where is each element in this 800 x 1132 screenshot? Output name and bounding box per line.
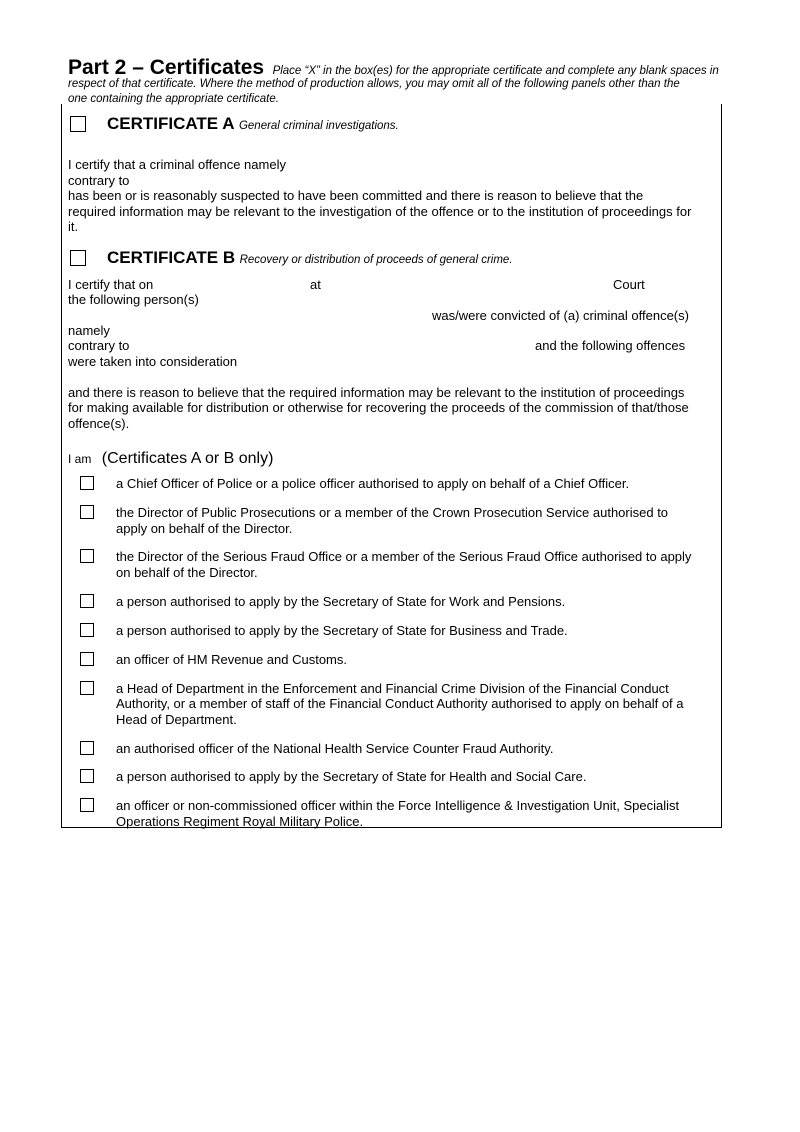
intro-text-line1: Place “X” in the box(es) for the appropriate certificate and complete any blank spaces in [272, 65, 719, 77]
certificate-a-text-line3: has been or is reasonably suspected to have been committed and there is reason to believe that the [68, 188, 644, 203]
option-label-line1: the Director of the Serious Fraud Office or a member of the Serious Fraud Office authorised to apply [116, 549, 692, 564]
option-checkbox-fca[interactable] [80, 681, 94, 695]
option-label-line2: on behalf of the Director. [116, 565, 258, 580]
option-label-line2: Authority, or a member of staff of the Financial Conduct Authority authorised to apply on behalf of a [116, 696, 684, 711]
option-checkbox-dpp[interactable] [80, 505, 94, 519]
certificate-a-checkbox[interactable] [70, 116, 86, 132]
page-title: Part 2 – Certificates [68, 56, 265, 79]
certificate-b-subtitle: Recovery or distribution of proceeds of general crime. [239, 254, 513, 266]
option-label-line1: a Chief Officer of Police or a police officer authorised to apply on behalf of a Chief Officer. [116, 476, 630, 491]
certificate-b-following-offences: and the following offences [535, 338, 686, 353]
certificate-b-title: CERTIFICATE B [107, 248, 236, 267]
option-checkbox-nhs-counter-fraud[interactable] [80, 741, 94, 755]
certificate-b-court: Court [613, 277, 645, 292]
option-label-line1: a person authorised to apply by the Secretary of State for Work and Pensions. [116, 594, 566, 609]
certificate-a-text-line4: required information may be relevant to the investigation of the offence or to the institution of proceedings for [68, 204, 692, 219]
certificate-a-contrary-line: contrary to [68, 173, 130, 188]
certificate-b-reason-line3: offence(s). [68, 416, 130, 431]
option-checkbox-business-trade[interactable] [80, 623, 94, 637]
certificate-b-heading [107, 248, 513, 268]
i-am-label: I am [68, 452, 92, 466]
certificate-b-namely: namely [68, 323, 110, 338]
option-checkbox-sfo[interactable] [80, 549, 94, 563]
intro-text-line2: respect of that certificate. Where the method of production allows, you may omit all of the following panels other than the [68, 78, 680, 90]
option-label-line1: a person authorised to apply by the Secretary of State for Health and Social Care. [116, 769, 587, 784]
option-checkbox-chief-officer-police[interactable] [80, 476, 94, 490]
certificate-b-certify-on: I certify that on [68, 277, 154, 292]
option-checkbox-hmrc[interactable] [80, 652, 94, 666]
option-label-line1: an officer or non-commissioned officer within the Force Intelligence & Investigation Unit, Specialist [116, 798, 680, 813]
option-label-line1: a person authorised to apply by the Secretary of State for Business and Trade. [116, 623, 568, 638]
certificate-b-reason-line1: and there is reason to believe that the required information may be relevant to the institution of proceedings [68, 385, 685, 400]
certificate-a-subtitle: General criminal investigations. [238, 120, 399, 132]
option-label-line1: an officer of HM Revenue and Customs. [116, 652, 347, 667]
certificate-a-offence-line: I certify that a criminal offence namely [68, 157, 286, 172]
option-label-line2: Operations Regiment Royal Military Police. [116, 814, 364, 829]
option-label-line1: an authorised officer of the National Health Service Counter Fraud Authority. [116, 741, 554, 756]
option-label-line2: apply on behalf of the Director. [116, 521, 293, 536]
certificate-b-taken-into-consideration: were taken into consideration [68, 354, 238, 369]
certificate-a-heading [107, 114, 399, 134]
certificate-b-convicted: was/were convicted of (a) criminal offence(s) [432, 308, 689, 323]
certificate-b-checkbox[interactable] [70, 250, 86, 266]
option-label-line1: a Head of Department in the Enforcement and Financial Crime Division of the Financial Conduct [116, 681, 669, 696]
option-checkbox-health-social-care[interactable] [80, 769, 94, 783]
i-am-qualifier: (Certificates A or B only) [101, 450, 274, 467]
option-label-line3: Head of Department. [116, 712, 237, 727]
i-am-heading [68, 450, 273, 468]
intro-text-line3: one containing the appropriate certificate. [68, 93, 279, 105]
certificate-b-following-persons: the following person(s) [68, 292, 199, 307]
option-checkbox-work-pensions[interactable] [80, 594, 94, 608]
option-checkbox-military-police[interactable] [80, 798, 94, 812]
certificate-a-text-line5: it. [68, 219, 79, 234]
certificate-a-title: CERTIFICATE A [107, 114, 235, 133]
certificate-b-reason-line2: for making available for distribution or otherwise for recovering the proceeds of the commission of that/those [68, 400, 689, 415]
option-label-line1: the Director of Public Prosecutions or a member of the Crown Prosecution Service authorised to [116, 505, 669, 520]
certificate-b-contrary-to: contrary to [68, 338, 130, 353]
certificate-b-at: at [310, 277, 321, 292]
